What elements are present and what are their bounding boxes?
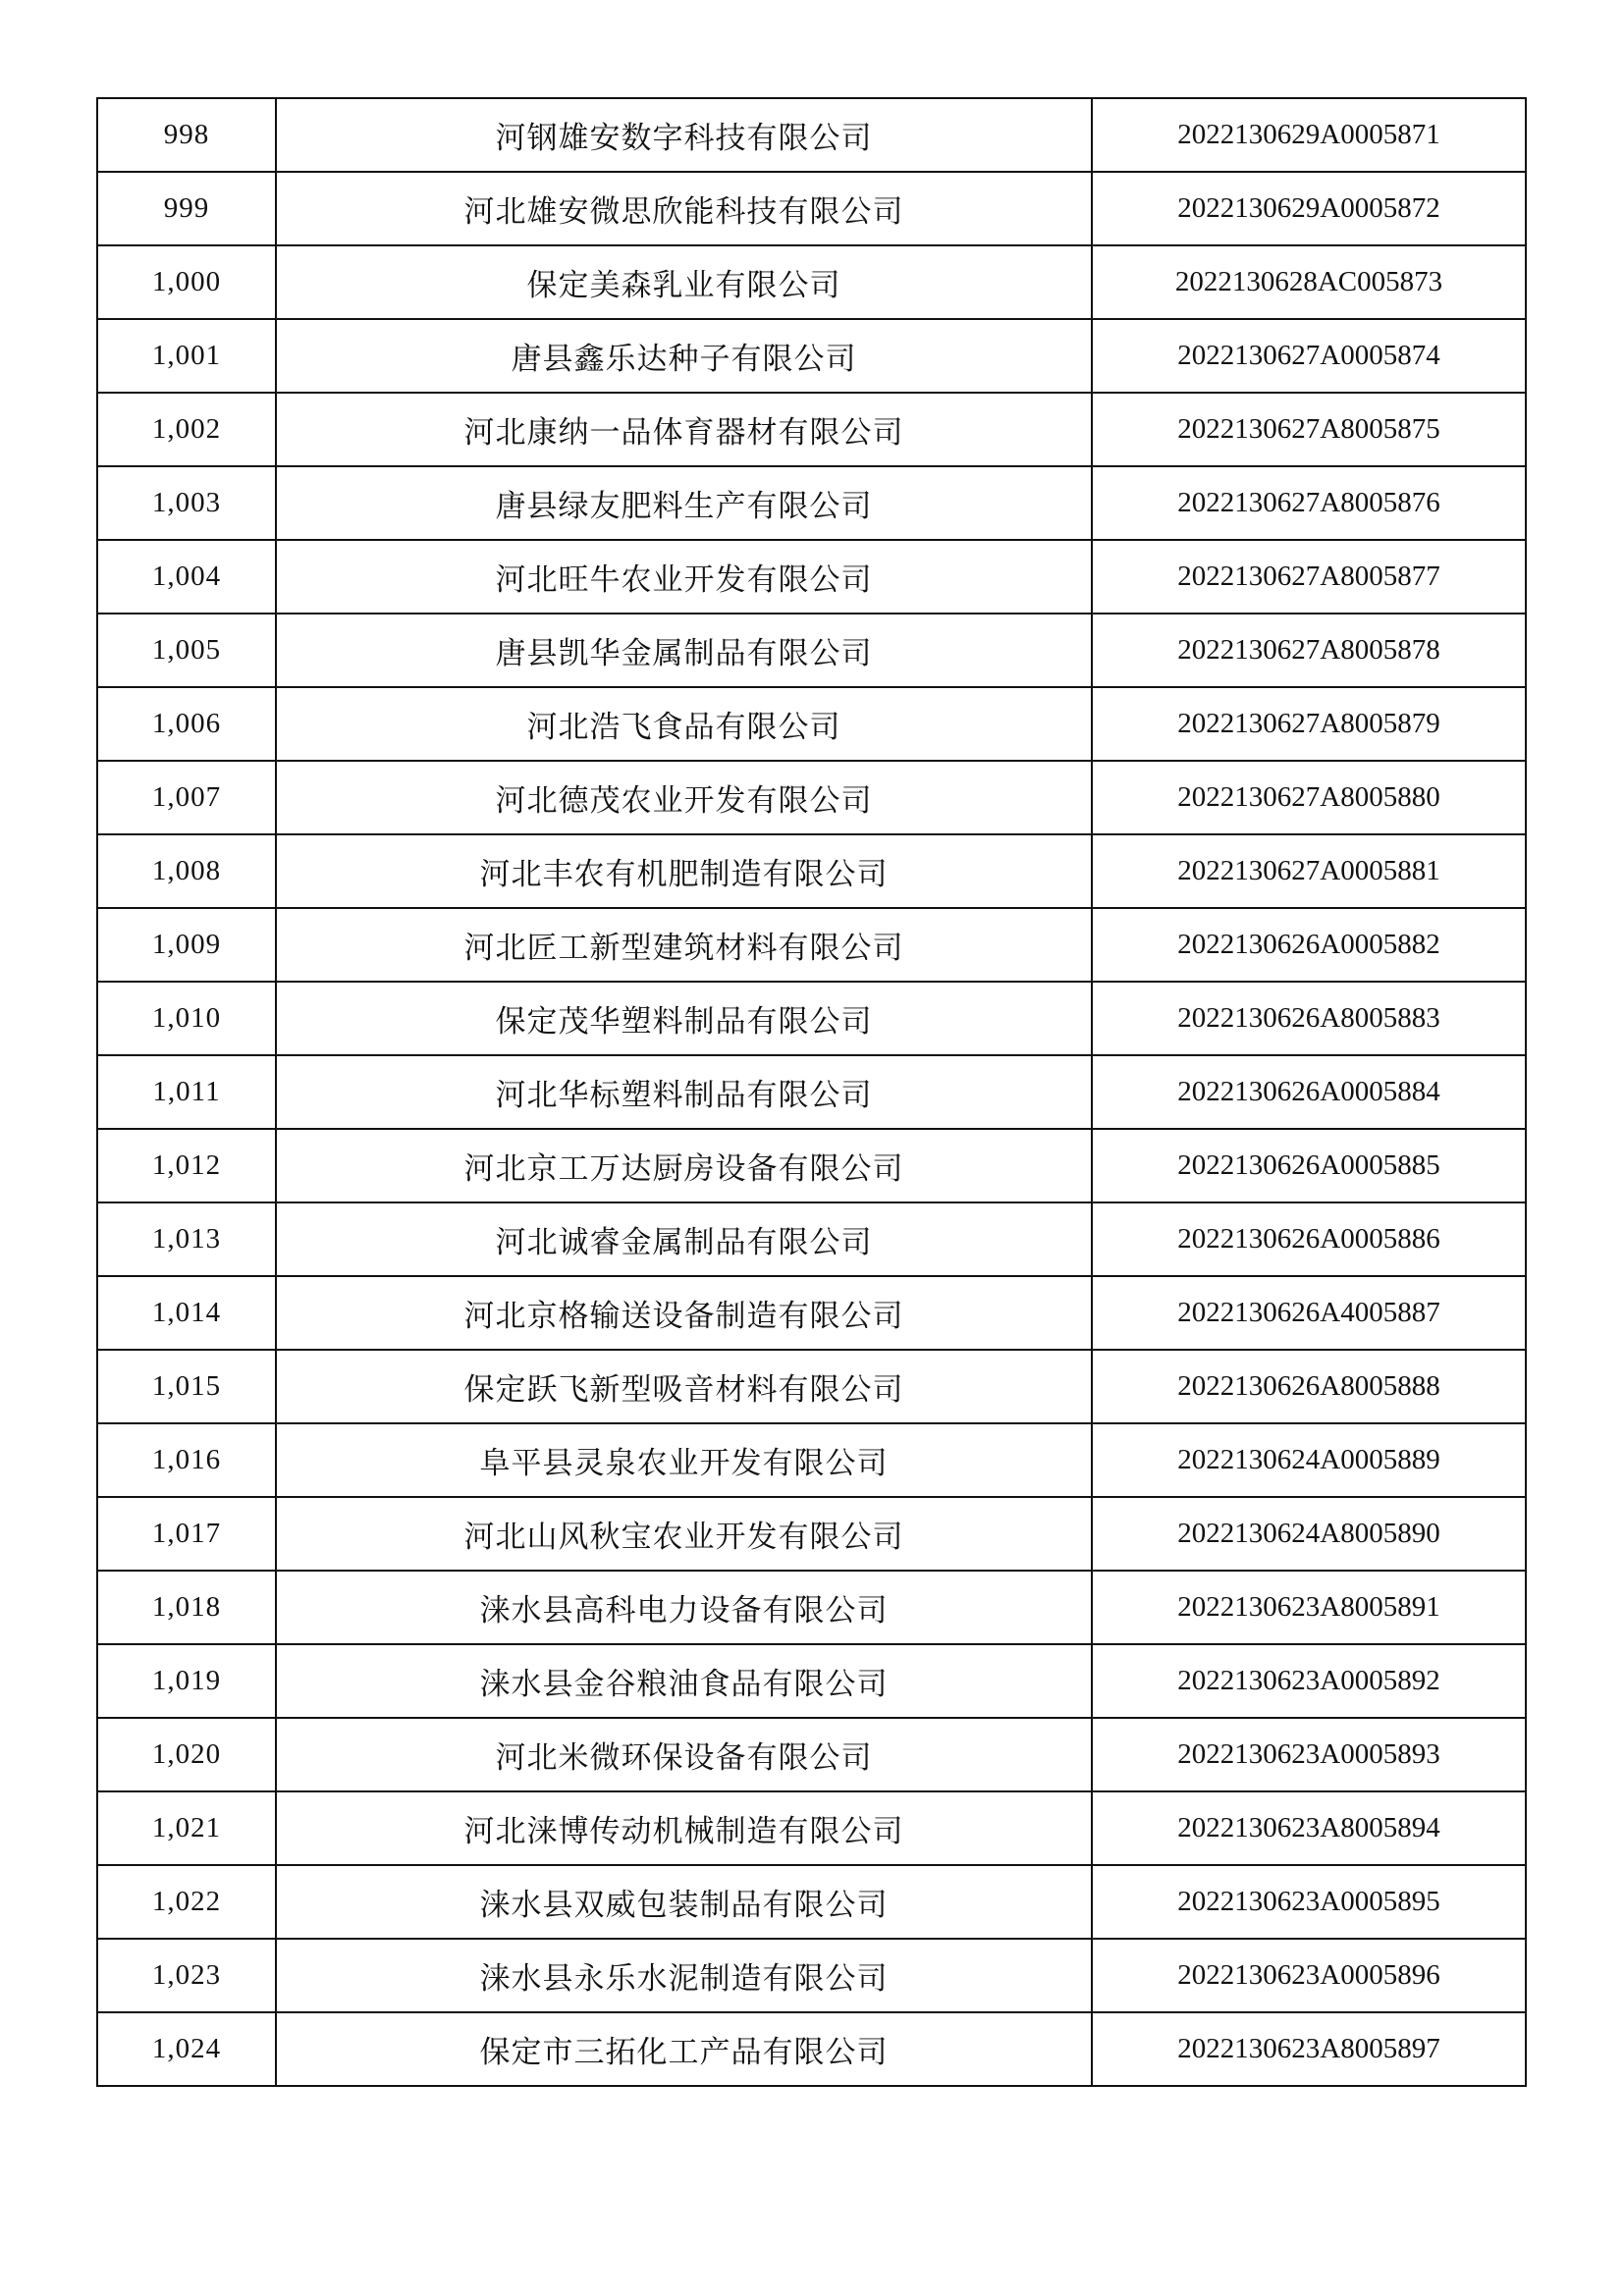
row-number-cell: 1,022	[97, 1865, 276, 1939]
registration-code-cell: 2022130627A8005877	[1092, 540, 1526, 614]
table-row	[97, 1571, 1526, 1644]
table-row	[97, 1497, 1526, 1571]
registration-code-cell: 2022130629A0005872	[1092, 172, 1526, 245]
registration-code-cell: 2022130626A0005885	[1092, 1129, 1526, 1202]
row-number-cell: 1,001	[97, 319, 276, 393]
registration-code-cell: 2022130626A0005884	[1092, 1055, 1526, 1129]
company-name-cell: 涞水县永乐水泥制造有限公司	[276, 1939, 1092, 2012]
row-number-cell: 1,006	[97, 687, 276, 761]
table-row	[97, 1423, 1526, 1497]
registration-code-cell: 2022130623A0005892	[1092, 1644, 1526, 1718]
table-row	[97, 1865, 1526, 1939]
table-row	[97, 1202, 1526, 1276]
table-row	[97, 908, 1526, 982]
company-name-cell: 河北德茂农业开发有限公司	[276, 761, 1092, 834]
table-row	[97, 540, 1526, 614]
row-number-cell: 1,019	[97, 1644, 276, 1718]
registration-code-cell: 2022130627A8005878	[1092, 614, 1526, 687]
company-table	[96, 97, 1527, 2087]
table-row	[97, 98, 1526, 172]
registration-code-cell: 2022130623A8005897	[1092, 2012, 1526, 2086]
table-row	[97, 1644, 1526, 1718]
company-name-cell: 河北诚睿金属制品有限公司	[276, 1202, 1092, 1276]
row-number-cell: 1,014	[97, 1276, 276, 1350]
row-number-cell: 1,000	[97, 245, 276, 319]
registration-code-cell: 2022130627A8005880	[1092, 761, 1526, 834]
table-row	[97, 1055, 1526, 1129]
table-row	[97, 2012, 1526, 2086]
company-name-cell: 涞水县双威包装制品有限公司	[276, 1865, 1092, 1939]
row-number-cell: 1,020	[97, 1718, 276, 1791]
company-name-cell: 河北涞博传动机械制造有限公司	[276, 1791, 1092, 1865]
company-name-cell: 唐县绿友肥料生产有限公司	[276, 466, 1092, 540]
row-number-cell: 1,013	[97, 1202, 276, 1276]
table-row	[97, 687, 1526, 761]
company-name-cell: 涞水县金谷粮油食品有限公司	[276, 1644, 1092, 1718]
registration-code-cell: 2022130627A8005876	[1092, 466, 1526, 540]
company-name-cell: 阜平县灵泉农业开发有限公司	[276, 1423, 1092, 1497]
registration-code-cell: 2022130627A8005879	[1092, 687, 1526, 761]
company-name-cell: 保定美森乳业有限公司	[276, 245, 1092, 319]
row-number-cell: 1,007	[97, 761, 276, 834]
table-row	[97, 1791, 1526, 1865]
company-name-cell: 保定市三拓化工产品有限公司	[276, 2012, 1092, 2086]
company-name-cell: 河北雄安微思欣能科技有限公司	[276, 172, 1092, 245]
row-number-cell: 1,005	[97, 614, 276, 687]
table-row	[97, 761, 1526, 834]
table-row	[97, 1718, 1526, 1791]
row-number-cell: 1,002	[97, 393, 276, 466]
row-number-cell: 1,004	[97, 540, 276, 614]
table-row	[97, 982, 1526, 1055]
registration-code-cell: 2022130626A8005883	[1092, 982, 1526, 1055]
row-number-cell: 1,010	[97, 982, 276, 1055]
row-number-cell: 1,009	[97, 908, 276, 982]
registration-code-cell: 2022130626A0005886	[1092, 1202, 1526, 1276]
table-row	[97, 834, 1526, 908]
company-name-cell: 河北山风秋宝农业开发有限公司	[276, 1497, 1092, 1571]
registration-code-cell: 2022130629A0005871	[1092, 98, 1526, 172]
company-name-cell: 河北丰农有机肥制造有限公司	[276, 834, 1092, 908]
table-row	[97, 1939, 1526, 2012]
row-number-cell: 1,024	[97, 2012, 276, 2086]
registration-code-cell: 2022130626A0005882	[1092, 908, 1526, 982]
table-row	[97, 319, 1526, 393]
registration-code-cell: 2022130627A8005875	[1092, 393, 1526, 466]
row-number-cell: 998	[97, 98, 276, 172]
registration-code-cell: 2022130628AC005873	[1092, 245, 1526, 319]
registration-code-cell: 2022130623A0005896	[1092, 1939, 1526, 2012]
row-number-cell: 1,017	[97, 1497, 276, 1571]
company-name-cell: 河北华标塑料制品有限公司	[276, 1055, 1092, 1129]
company-table-body	[97, 98, 1526, 2086]
registration-code-cell: 2022130627A0005874	[1092, 319, 1526, 393]
registration-code-cell: 2022130623A8005894	[1092, 1791, 1526, 1865]
registration-code-cell: 2022130624A8005890	[1092, 1497, 1526, 1571]
registration-code-cell: 2022130623A8005891	[1092, 1571, 1526, 1644]
row-number-cell: 999	[97, 172, 276, 245]
row-number-cell: 1,011	[97, 1055, 276, 1129]
table-row	[97, 393, 1526, 466]
table-row	[97, 245, 1526, 319]
table-row	[97, 1350, 1526, 1423]
company-name-cell: 唐县凯华金属制品有限公司	[276, 614, 1092, 687]
company-name-cell: 保定茂华塑料制品有限公司	[276, 982, 1092, 1055]
row-number-cell: 1,012	[97, 1129, 276, 1202]
company-name-cell: 涞水县高科电力设备有限公司	[276, 1571, 1092, 1644]
row-number-cell: 1,003	[97, 466, 276, 540]
row-number-cell: 1,015	[97, 1350, 276, 1423]
table-row	[97, 172, 1526, 245]
registration-code-cell: 2022130626A8005888	[1092, 1350, 1526, 1423]
company-name-cell: 唐县鑫乐达种子有限公司	[276, 319, 1092, 393]
row-number-cell: 1,016	[97, 1423, 276, 1497]
company-name-cell: 河北浩飞食品有限公司	[276, 687, 1092, 761]
company-name-cell: 河钢雄安数字科技有限公司	[276, 98, 1092, 172]
table-row	[97, 466, 1526, 540]
row-number-cell: 1,008	[97, 834, 276, 908]
registration-code-cell: 2022130627A0005881	[1092, 834, 1526, 908]
company-name-cell: 河北京格输送设备制造有限公司	[276, 1276, 1092, 1350]
registration-code-cell: 2022130623A0005893	[1092, 1718, 1526, 1791]
registration-code-cell: 2022130626A4005887	[1092, 1276, 1526, 1350]
table-row	[97, 1129, 1526, 1202]
registration-code-cell: 2022130623A0005895	[1092, 1865, 1526, 1939]
company-name-cell: 河北康纳一品体育器材有限公司	[276, 393, 1092, 466]
company-name-cell: 河北匠工新型建筑材料有限公司	[276, 908, 1092, 982]
company-name-cell: 河北京工万达厨房设备有限公司	[276, 1129, 1092, 1202]
company-name-cell: 保定跃飞新型吸音材料有限公司	[276, 1350, 1092, 1423]
company-name-cell: 河北米微环保设备有限公司	[276, 1718, 1092, 1791]
row-number-cell: 1,023	[97, 1939, 276, 2012]
table-row	[97, 614, 1526, 687]
row-number-cell: 1,018	[97, 1571, 276, 1644]
registration-code-cell: 2022130624A0005889	[1092, 1423, 1526, 1497]
company-name-cell: 河北旺牛农业开发有限公司	[276, 540, 1092, 614]
row-number-cell: 1,021	[97, 1791, 276, 1865]
table-row	[97, 1276, 1526, 1350]
